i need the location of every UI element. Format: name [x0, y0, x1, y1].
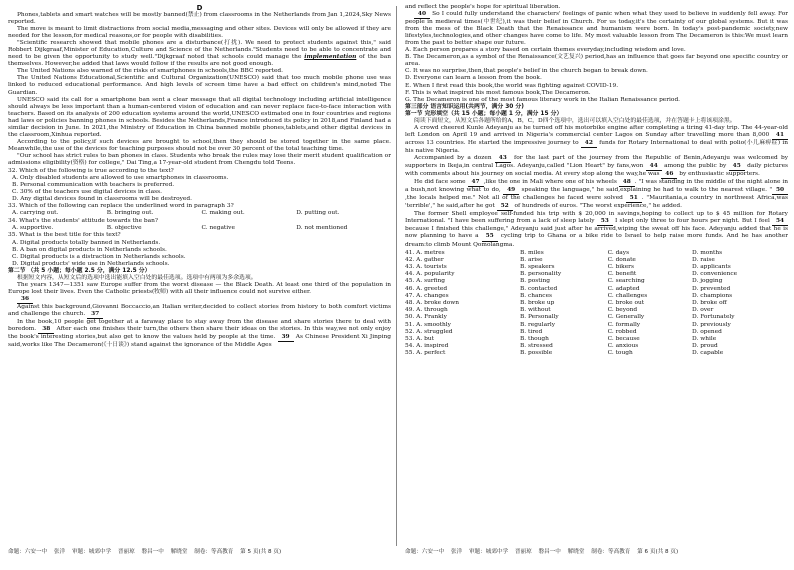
option-a-cell[interactable]: 49. A. through: [405, 307, 448, 314]
cloze-paragraph: [405, 155, 788, 179]
footer-item: 制卷：等高教育: [591, 549, 631, 555]
left-column: [8, 4, 391, 544]
option-a-cell[interactable]: 42. A. gather: [405, 256, 444, 263]
answer-option-row: [405, 329, 788, 336]
blank-54[interactable]: 54: [772, 218, 788, 226]
question-34: [8, 218, 391, 232]
option-a-cell[interactable]: 47. A. changes: [405, 292, 449, 299]
question-stem: 32. Which of the following is true according to the text?: [8, 167, 174, 174]
option-a-cell[interactable]: 50. A. Frankly: [405, 314, 447, 321]
option-a-cell[interactable]: 48. A. broke down: [405, 299, 460, 306]
cloze-text: for the last part of the journey from the Republic of Benin,Adeyanju was welcomed by supporters in Ikeja,in central Lagos. Adeyanju,called "Lion Heart" by fans,won: [405, 154, 788, 170]
section1-instructions: 阅读下面短文，从短文后各题所给的A，B，C，D四个选项中，选出可以填入空白处的最佳选项，并在答题卡上将该项涂黑。: [414, 117, 736, 124]
option-c-cell[interactable]: C. anxious: [607, 343, 639, 350]
answer-option-row: [405, 322, 788, 329]
option-d-cell[interactable]: D. broke off: [692, 299, 727, 306]
page-number: 第 5 页(共 8 页): [240, 549, 282, 555]
passage2-paragraph: The years 1347—1351 saw Europe suffer from the worst disease — the Black Death. At least one third of the population in Europe lost their lives. Even the Catholic priests(牧师) with all their influence could not survive either.: [8, 281, 391, 295]
blank-51[interactable]: 51: [626, 195, 642, 203]
option-b-cell[interactable]: B. Personally: [520, 314, 559, 321]
option-a[interactable]: A. carrying out.: [12, 210, 59, 217]
option-c-cell[interactable]: C. searching: [607, 278, 645, 285]
blank-41[interactable]: 41: [772, 132, 788, 140]
blank-48[interactable]: 48: [619, 179, 635, 187]
answer-option-row: [405, 343, 788, 350]
option-c-cell[interactable]: C. days: [607, 249, 630, 256]
passage2-text: In the book,10 people get together at a faraway place to stay away from the disease and share stories there to deal with boredom.: [8, 319, 391, 333]
option-c-cell[interactable]: C. challenges: [607, 292, 648, 299]
option-d-cell[interactable]: D. capable: [692, 350, 724, 357]
cloze-text: funds for Rotary International to deal with polio(小儿麻痹症) in his native Nigeria.: [405, 139, 788, 154]
option-d: D. Everyone can learn a lesson from the book.: [405, 75, 542, 82]
part3-heading: 第三部分 语言知识运用(共两节，满分 30 分): [405, 103, 524, 110]
footer-item: 命题：六安一中: [405, 549, 445, 555]
option-c-cell[interactable]: C. robbed: [607, 328, 637, 335]
footer-item: 晋丽琼: [117, 549, 135, 555]
option-c[interactable]: C. making out.: [201, 210, 245, 217]
passage2-paragraph: [8, 319, 391, 349]
option-a-cell[interactable]: 53. A. but: [405, 335, 434, 342]
question-33: [8, 203, 391, 217]
option-b-cell[interactable]: B. regularly: [520, 321, 556, 328]
option-e: E. When I first read this book,the world was fighting against COVID-19.: [405, 82, 619, 89]
option-d[interactable]: D. Digital products' wide use in Netherlands schools.: [12, 260, 170, 267]
answer-option-row: [405, 264, 788, 271]
footer-item: 磐昌一中: [141, 549, 164, 555]
section2-heading: 第二节 （共 5 小题；每小题 2.5 分，满分 12.5 分）: [8, 267, 151, 274]
option-b-cell[interactable]: B. miles: [520, 249, 544, 256]
option-c[interactable]: C. 30% of the teachers use digital devices in class.: [12, 188, 163, 195]
option-a[interactable]: A. Only disabled students are allowed to use smartphones in classrooms.: [12, 174, 229, 181]
option-a[interactable]: A. supportive.: [12, 224, 54, 231]
option-d-cell[interactable]: D. applicants: [692, 263, 731, 270]
blank-50[interactable]: 50: [772, 187, 788, 195]
option-d-cell[interactable]: D. while: [692, 335, 717, 342]
answer-option-row: [405, 271, 788, 278]
option-c-cell[interactable]: C. because: [607, 335, 640, 342]
passage2-text: So I could fully understand the characters' feelings of panic when what they used to believe in suddenly fell away. For people in medieval times(中世纪),it was their belief in Church. For us today,it's the certainty of our global systems. But it was from the mess of the Black Death that the Renaissance and humanism were born. In today's post-pandemic society,new lifestyles,technologies,and other changes have come to life. My most valuable lesson from The Decameron is this:We must learn from the past to better shape our future.: [405, 11, 788, 47]
option-c-cell[interactable]: C. beyond: [607, 307, 638, 314]
option-a-cell[interactable]: 54. A. inspired: [405, 343, 449, 350]
column-divider: [396, 6, 397, 546]
option-c-cell[interactable]: C. adapted: [607, 285, 640, 292]
blank-47[interactable]: 47: [468, 179, 484, 187]
option-f: F. This is what inspired his most famous book,The Decameron.: [405, 89, 591, 96]
option-d[interactable]: D. not mentioned: [296, 224, 348, 231]
blank-55[interactable]: 55: [482, 233, 498, 241]
cloze-text: because I finished this challenge," Adeyanju said just after he arrived,wiping the sweat off his face. Adeyanju added that he is now planning to have a: [405, 226, 788, 240]
option-b-cell[interactable]: B. without: [520, 307, 551, 314]
footer-item: 晋丽琼: [514, 549, 532, 555]
option-a[interactable]: A. Digital products totally banned in Netherlands.: [12, 239, 161, 246]
option-c[interactable]: C. negative: [201, 224, 235, 231]
answer-option-row: [405, 314, 788, 321]
option-b[interactable]: B. A ban on digital products in Netherlands schools.: [12, 246, 167, 253]
answer-option-row: [405, 350, 788, 357]
question-stem: 33. Which of the following can replace the underlined word in paragraph 3?: [8, 203, 234, 210]
cloze-paragraph: [405, 179, 788, 211]
blank-49[interactable]: 49: [503, 187, 519, 195]
option-d-cell[interactable]: D. previously: [692, 321, 731, 328]
blank-38[interactable]: 38: [38, 326, 54, 334]
option-d-cell[interactable]: D. over: [692, 307, 714, 314]
footer-right: [405, 548, 683, 556]
cloze-text: of hundreds of euros. "The worst experience," he added.: [514, 203, 682, 210]
section1-heading: 第一节 完形填空（共 15 小题；每小题 1 分，满分 15 分）: [405, 110, 563, 117]
question-32: [8, 168, 391, 203]
option-b-cell[interactable]: B. broke up: [520, 299, 555, 306]
right-column: [405, 4, 788, 544]
blank-44[interactable]: 44: [646, 163, 662, 171]
passage-paragraph: The United Nations Educational,Scientific and Cultural Organization(UNESCO) said that too much mobile phone use was linked to reduced educational performance. And high levels of screen time have a bad effect on children's mind,noted The Guardian.: [8, 75, 391, 96]
passage2-text: Against this background,Giovanni Boccaccio,an Italian writer,decided to collect stories from history to both comfort victims and challenge the church.: [8, 303, 391, 317]
cloze-text: . "Mauritania,a country in northwest Africa,was 'terrible'," he said,after he got: [405, 195, 788, 210]
question-stem: 35. What is the best title for this text?: [8, 232, 121, 239]
footer-left: [8, 548, 286, 556]
option-g: G. The Decameron is one of the most famous literary work in the Italian Renaissance period.: [405, 96, 681, 103]
option-b-cell[interactable]: B. possible: [520, 350, 553, 357]
cloze-text: Accompanied by a dozen: [414, 154, 492, 161]
cloze-text: He did face some: [414, 179, 466, 186]
blank-52[interactable]: 52: [497, 203, 513, 211]
footer-item: 命题：六安一中: [8, 549, 48, 555]
passage-paragraph: The United Nations also warned of the risks of smartphones in schools,the BBC reported.: [17, 68, 284, 75]
footer-item: 解晓堂: [567, 549, 585, 555]
blank-43[interactable]: 43: [495, 155, 511, 163]
passage-paragraph: The move is meant to limit distractions from social media,messaging and other sites. Devices will only be allowed if they are needed for the lesson,for medical reasons,or for people with disabilities.: [8, 26, 391, 40]
passage2-text: After each one finishes their turn,the others then share their ideas on the stories. In this way,we not only enjoy the book's interesting stories,but also get to know the values held by people at the time.: [8, 326, 391, 341]
option-b: B. The Decameron,as a symbol of the Renaissance(文艺复兴) period,has an influence that goes far beyond one specific country or area.: [405, 54, 788, 68]
page-number: 第 6 页(共 8 页): [637, 549, 679, 555]
cloze-text: The former Shell employee self-funded his trip with $ 20,000 in savings,hoping to collect up to $ 45 million for Rotary International. "I have been suffering from a lack of sleep lately: [405, 211, 788, 225]
answer-option-row: [405, 250, 788, 257]
footer-item: 制卷：等高教育: [194, 549, 234, 555]
blank-37[interactable]: 37: [87, 311, 103, 319]
cloze-text: A crowd cheered Kunle Adeyanju as he turned off his motorbike engine after completing a tiring 41-day trip. The 44-year-old left London on April 19 and arrived in Nigeria's commercial center Lagos on Sunday after travelling more than 8,000: [405, 124, 788, 138]
option-d[interactable]: D. putting out.: [296, 210, 340, 217]
passage2-paragraph: [8, 304, 391, 319]
blank-53[interactable]: 53: [597, 218, 613, 226]
option-c: C. It was no surprise,then,that people's belief in the church began to break down.: [405, 68, 648, 75]
footer-item: 解晓堂: [170, 549, 188, 555]
option-b-cell[interactable]: B. personality: [520, 271, 562, 278]
option-b[interactable]: B. Personal communication with teachers is preferred.: [12, 181, 175, 188]
option-b[interactable]: B. bringing out.: [106, 210, 154, 217]
cloze-text: cycling trip to Ghana or a bike ride to Israel to help raise more funds. And he has another dream:to climb Mount Qomolangma.: [405, 233, 788, 248]
option-b-cell[interactable]: B. contacted: [520, 285, 558, 292]
option-c-cell[interactable]: C. benefit: [607, 271, 637, 278]
option-a-cell[interactable]: 45. A. surfing: [405, 278, 446, 285]
passage-paragraph: "Our school has strict rules to ban phones in class. Students who break the rules may lose their merit student qualification or admissions eligibility(资格) for college," Dai Ting,a 17-year-old student from Chengdu told Teens.: [8, 152, 391, 166]
footer-item: 张洋: [53, 549, 66, 555]
option-c-cell[interactable]: C. Generally: [607, 314, 645, 321]
options-row: [8, 225, 391, 232]
option-b-cell[interactable]: B. though: [520, 335, 549, 342]
answer-option-row: [405, 300, 788, 307]
cloze-text: I slept only three to four hours per night. But I feel: [614, 218, 770, 225]
cloze-paragraph: [405, 125, 788, 155]
cloze-text: ,the locals helped me." Not all of the challenges he faced were solved: [405, 195, 623, 202]
option-c-cell[interactable]: C. donate: [607, 256, 636, 263]
cloze-text: by enthusiastic supporters.: [679, 171, 760, 178]
passage-paragraph: Phones,tablets and smart watches will be mostly banned(禁止) from classrooms in the Netherlands from Jan 1,2024,Sky News reported.: [8, 12, 391, 26]
passage-paragraph: UNESCO said its call for a smartphone ban sent a clear message that all digital technology including artificial intelligence should always be less important than a human-centered vision of education and can never replace face-to-face interaction with teachers. Based on its analysis of 200 education systems around the world,UNESCO estimated one in four countries and regions had laws or policies banning phones in schools. Besides the Netherlands,France introduced its policy in 2018,and Finland had a similar decision in June. In 2021,the Ministry of Education in China banned mobile phones,tablets,and other digital devices in the classroom,Xinhua reported.: [8, 96, 391, 138]
option-d[interactable]: D. Any digital devices found in classrooms will be destroyed.: [12, 195, 192, 202]
question-stem: 34. What's the students' attitude towards the ban?: [8, 217, 159, 224]
underlined-word: implementation: [304, 54, 357, 61]
footer-item: 审题：城郊中学: [468, 549, 509, 555]
option-d-cell[interactable]: D. convenience: [692, 271, 738, 278]
footer-item: 磐昌一中: [538, 549, 561, 555]
cloze-text: across 13 countries. He started the impressive journey to: [405, 139, 579, 146]
blank-40[interactable]: 40: [414, 11, 430, 19]
passage2-text: As Chinese President Xi Jinping said,works like The Decameron(《十日谈》) stand against the ignorance of the Middle Ages: [8, 334, 391, 349]
option-a: A. Each person prepares a story based on certain themes everyday,including wisdom and love.: [405, 47, 686, 54]
answer-option-row: [405, 336, 788, 343]
option-a-cell[interactable]: 51. A. smoothly: [405, 321, 451, 328]
option-b-cell[interactable]: B. speakers: [520, 263, 555, 270]
blank-46[interactable]: 46: [661, 171, 677, 179]
footer-item: 审题：城郊中学: [71, 549, 112, 555]
cloze-text: speaking the language," he said,explaining he had to walk to the nearest village. ": [521, 187, 773, 194]
option-d-cell[interactable]: D. jogging: [692, 278, 723, 285]
option-b-cell[interactable]: B. stressed: [520, 343, 553, 350]
answer-options-table: [405, 250, 788, 358]
option-a-cell[interactable]: 41. A. metres: [405, 249, 445, 256]
option-a-cell[interactable]: 55. A. perfect: [405, 350, 446, 357]
option-b-cell[interactable]: B. posting: [520, 278, 550, 285]
section-letter: D: [196, 4, 203, 12]
passage2-continuation: and reflect the people's hope for spiritual liberation.: [405, 4, 561, 10]
option-c[interactable]: C. Digital products is a distraction in Netherlands schools.: [12, 253, 186, 260]
blank-45[interactable]: 45: [729, 163, 745, 171]
option-b-cell[interactable]: B. tired: [520, 328, 543, 335]
cloze-text: among the public by: [664, 163, 727, 170]
cloze-paragraph: [405, 211, 788, 248]
option-b-cell[interactable]: B. chances: [520, 292, 553, 299]
option-d-cell[interactable]: D. champions: [692, 292, 733, 299]
passage-paragraph-with-underline: "Scientific research showed that mobile phones are a disturbance(打扰). We need to protect students against this," said Robbert Dijkgraaf,Minister of Education,Culture and Science of the Netherlands."Students need to be able to concentrate and need to be given the opportunity to study well."Dijkgraaf noted that schools could manage the implementation of the ban themselves. However,he added that laws would follow if the results are not good enough.: [8, 40, 391, 68]
option-b-cell[interactable]: B. arise: [520, 256, 543, 263]
option-b[interactable]: B. objective: [106, 224, 142, 231]
cloze-text: . "I was standing in the middle of the night alone in a bush,not knowing what to do,: [405, 179, 788, 194]
option-d-cell[interactable]: D. prevented: [692, 285, 731, 292]
option-d-cell[interactable]: D. opened: [692, 328, 722, 335]
answer-option-row: [405, 286, 788, 293]
option-c-cell[interactable]: C. formally: [607, 321, 641, 328]
option-d-cell[interactable]: D. months: [692, 249, 723, 256]
option-c-cell[interactable]: C. tough: [607, 350, 633, 357]
blank-36[interactable]: 36: [17, 296, 33, 304]
option-a-cell[interactable]: 52. A. struggled: [405, 328, 453, 335]
option-a-cell[interactable]: 43. A. tourists: [405, 263, 447, 270]
option-a-cell[interactable]: 46. A. greeted: [405, 285, 448, 292]
passage2-paragraph: [405, 11, 788, 47]
cloze-text: ,like the one in Mali where one of his wheels: [483, 179, 617, 186]
question-35: [8, 232, 391, 267]
option-d-cell[interactable]: D. raise: [692, 256, 715, 263]
option-c-cell[interactable]: C. bikers: [607, 263, 634, 270]
passage-paragraph: According to the policy,if such devices are brought to school,then they should be stored together in the same place. Meanwhile,the use of the devices for teaching purposes should not be over 30 percent of the total teaching time.: [8, 138, 391, 152]
section2-instructions: 根据短文内容，从短文后的选项中选出能填入空白处的最佳选项。选项中有两项为多余选项。: [17, 274, 257, 281]
option-c-cell[interactable]: C. broke out: [607, 299, 645, 306]
cloze-text: daily pictures with comments about his journey on social media. At every stop along the way,he was: [405, 163, 788, 178]
footer-item: 张洋: [450, 549, 463, 555]
answer-option-row: [405, 307, 788, 314]
blank-39[interactable]: 39: [278, 334, 294, 342]
blank-42[interactable]: 42: [581, 140, 597, 148]
option-d-cell[interactable]: D. proud: [692, 343, 718, 350]
answer-option-row: [405, 278, 788, 285]
option-a-cell[interactable]: 44. A. popularity: [405, 271, 455, 278]
passage2-paragraph: [8, 296, 391, 304]
answer-option-row: [405, 293, 788, 300]
option-d-cell[interactable]: D. Fortunately: [692, 314, 735, 321]
answer-option-row: [405, 257, 788, 264]
options-row: [8, 210, 391, 217]
